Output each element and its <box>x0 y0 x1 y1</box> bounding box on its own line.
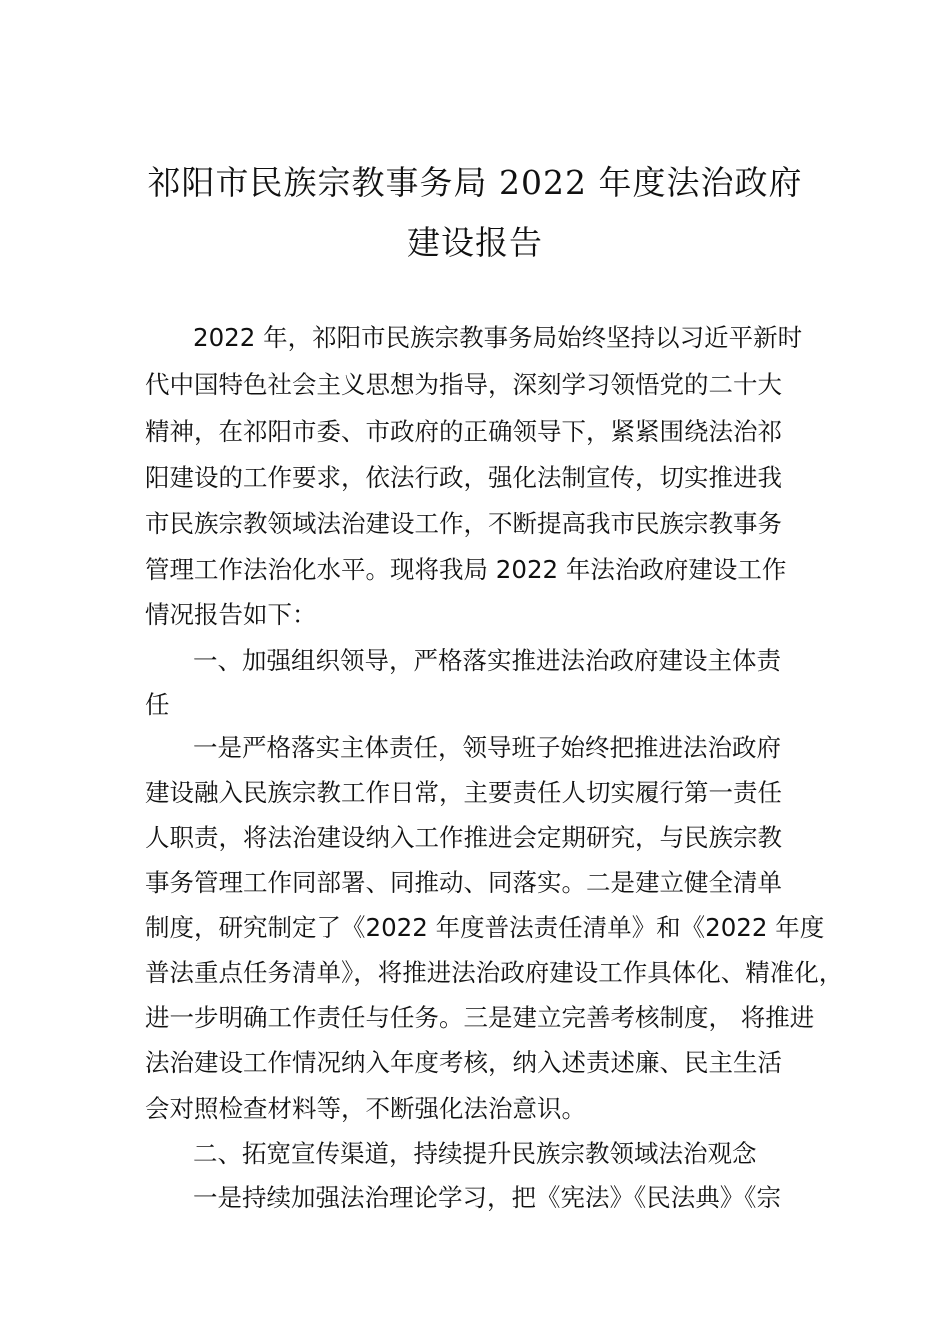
section-heading-2: 二、拓宽宣传渠道，持续提升民族宗教领域法治观念 <box>193 1139 757 1168</box>
paragraph-line: 2022 年，祁阳市民族宗教事务局始终坚持以习近平新时 <box>193 323 803 352</box>
paragraph-line: 阳建设的工作要求，依法行政，强化法制宣传，切实推进我 <box>145 463 782 492</box>
paragraph-line: 普法重点任务清单》，将推进法治政府建设工作具体化、精准化， <box>145 958 844 987</box>
paragraph-line: 情况报告如下： <box>145 600 317 629</box>
paragraph-line: 事务管理工作同部署、同推动、同落实。二是建立健全清单 <box>145 868 782 897</box>
paragraph-line: 精神，在祁阳市委、市政府的正确领导下，紧紧围绕法治祁 <box>145 417 782 446</box>
paragraph-line: 一是严格落实主体责任，领导班子始终把推进法治政府 <box>193 733 781 762</box>
paragraph-line: 法治建设工作情况纳入年度考核，纳入述责述廉、民主生活 <box>145 1048 782 1077</box>
paragraph-line: 管理工作法治化水平。现将我局 2022 年法治政府建设工作 <box>145 555 787 584</box>
paragraph-line: 建设融入民族宗教工作日常，主要责任人切实履行第一责任 <box>145 778 782 807</box>
section-heading-1: 一、加强组织领导，严格落实推进法治政府建设主体责 <box>193 646 781 675</box>
document-title-line-2: 建设报告 <box>407 223 543 262</box>
paragraph-line: 一是持续加强法治理论学习，把《宪法》《民法典》《宗 <box>193 1183 781 1212</box>
paragraph-line: 进一步明确工作责任与任务。三是建立完善考核制度， 将推进 <box>145 1003 815 1032</box>
paragraph-line: 会对照检查材料等，不断强化法治意识。 <box>145 1094 586 1123</box>
paragraph-line: 人职责，将法治建设纳入工作推进会定期研究，与民族宗教 <box>145 823 782 852</box>
paragraph-line: 市民族宗教领域法治建设工作，不断提高我市民族宗教事务 <box>145 509 782 538</box>
document-title-line-1: 祁阳市民族宗教事务局 2022 年度法治政府 <box>147 163 803 202</box>
section-heading-1-cont: 任 <box>145 690 170 719</box>
paragraph-line: 制度，研究制定了《2022 年度普法责任清单》和《2022 年度 <box>145 913 825 942</box>
paragraph-line: 代中国特色社会主义思想为指导，深刻学习领悟党的二十大 <box>145 370 782 399</box>
